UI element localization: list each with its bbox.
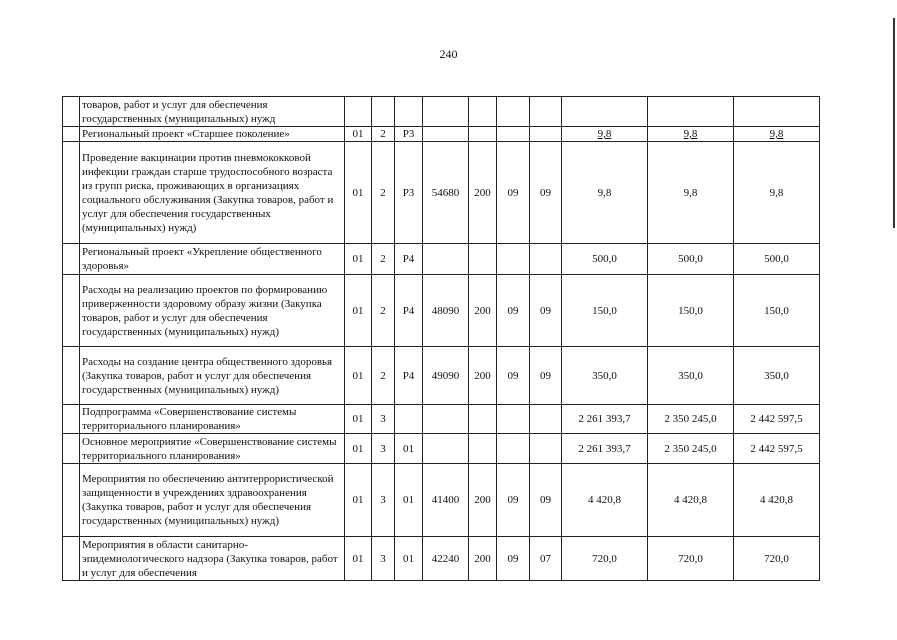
blank-cell xyxy=(63,244,80,275)
item-name: товаров, работ и услуг для обеспечения государственных (муниципальных) нужд xyxy=(80,97,345,127)
code-osn: P4 xyxy=(395,275,423,347)
item-name: Мероприятия по обеспечению антитеррористической защищенности в учреждениях здравоохранения (Закупка товаров, работ и услуг для обеспечения государственных (муниципальных) нужд) xyxy=(80,464,345,537)
code-gp: 01 xyxy=(345,244,372,275)
code-direction xyxy=(423,127,469,142)
code-vr xyxy=(469,244,497,275)
code-pp: 3 xyxy=(372,537,395,581)
code-rz: 09 xyxy=(497,142,530,244)
code-vr: 200 xyxy=(469,537,497,581)
code-pr: 09 xyxy=(530,347,562,405)
amount-year-3: 720,0 xyxy=(734,537,820,581)
amount-year-2: 9,8 xyxy=(648,142,734,244)
code-pp: 3 xyxy=(372,464,395,537)
code-pp: 2 xyxy=(372,142,395,244)
blank-cell xyxy=(63,434,80,464)
code-direction: 48090 xyxy=(423,275,469,347)
code-pp: 2 xyxy=(372,127,395,142)
code-gp: 01 xyxy=(345,405,372,434)
code-rz xyxy=(497,97,530,127)
code-vr: 200 xyxy=(469,347,497,405)
code-gp: 01 xyxy=(345,142,372,244)
amount-year-1: 4 420,8 xyxy=(562,464,648,537)
amount-year-3 xyxy=(734,97,820,127)
item-name: Подпрограмма «Совершенствование системы территориального планирования» xyxy=(80,405,345,434)
amount-year-1: 2 261 393,7 xyxy=(562,405,648,434)
amount-year-1: 350,0 xyxy=(562,347,648,405)
code-osn: P4 xyxy=(395,244,423,275)
table-row xyxy=(63,97,820,127)
amount-year-2: 500,0 xyxy=(648,244,734,275)
code-vr: 200 xyxy=(469,142,497,244)
amount-year-3: 2 442 597,5 xyxy=(734,405,820,434)
code-gp: 01 xyxy=(345,537,372,581)
item-name: Расходы на создание центра общественного здоровья (Закупка товаров, работ и услуг для обеспечения государственных (муниципальных) нужд) xyxy=(80,347,345,405)
table-row xyxy=(63,275,820,347)
code-direction xyxy=(423,97,469,127)
code-pr xyxy=(530,244,562,275)
item-name: Основное мероприятие «Совершенствование системы территориального планирования» xyxy=(80,434,345,464)
page-number: 240 xyxy=(439,47,458,61)
code-rz xyxy=(497,434,530,464)
amount-year-3: 150,0 xyxy=(734,275,820,347)
blank-cell xyxy=(63,405,80,434)
code-osn: 01 xyxy=(395,537,423,581)
code-rz: 09 xyxy=(497,275,530,347)
blank-cell xyxy=(63,537,80,581)
code-pr: 09 xyxy=(530,464,562,537)
code-gp: 01 xyxy=(345,464,372,537)
code-pr xyxy=(530,127,562,142)
amount-year-2 xyxy=(648,97,734,127)
blank-cell xyxy=(63,464,80,537)
code-pr xyxy=(530,97,562,127)
code-osn xyxy=(395,405,423,434)
code-pp: 3 xyxy=(372,405,395,434)
amount-year-1: 720,0 xyxy=(562,537,648,581)
code-gp: 01 xyxy=(345,347,372,405)
item-name: Проведение вакцинации против пневмококковой инфекции граждан старше трудоспособного возраста из групп риска, проживающих в организациях социального обслуживания (Закупка товаров, работ и услуг для обеспечения государственных (муниципальных) нужд) xyxy=(80,142,345,244)
amount-year-2: 150,0 xyxy=(648,275,734,347)
item-name: Региональный проект «Укрепление общественного здоровья» xyxy=(80,244,345,275)
table-row xyxy=(63,142,820,244)
code-direction xyxy=(423,405,469,434)
amount-year-2: 2 350 245,0 xyxy=(648,405,734,434)
code-pp xyxy=(372,97,395,127)
code-osn: P3 xyxy=(395,142,423,244)
budget-table xyxy=(62,96,820,581)
code-gp: 01 xyxy=(345,275,372,347)
blank-cell xyxy=(63,97,80,127)
code-rz xyxy=(497,127,530,142)
code-direction xyxy=(423,244,469,275)
table-row xyxy=(63,127,820,142)
code-pp: 2 xyxy=(372,244,395,275)
code-pr: 09 xyxy=(530,142,562,244)
blank-cell xyxy=(63,347,80,405)
code-pp: 2 xyxy=(372,275,395,347)
page-edge-line xyxy=(893,18,895,228)
item-name: Мероприятия в области санитарно-эпидемиологического надзора (Закупка товаров, работ и услуг для обеспечения xyxy=(80,537,345,581)
amount-year-2: 2 350 245,0 xyxy=(648,434,734,464)
code-vr: 200 xyxy=(469,275,497,347)
table-row xyxy=(63,464,820,537)
code-vr xyxy=(469,434,497,464)
blank-cell xyxy=(63,142,80,244)
code-osn: P4 xyxy=(395,347,423,405)
code-gp xyxy=(345,97,372,127)
code-vr xyxy=(469,97,497,127)
amount-year-3: 350,0 xyxy=(734,347,820,405)
code-osn: 01 xyxy=(395,464,423,537)
code-pp: 3 xyxy=(372,434,395,464)
code-direction: 54680 xyxy=(423,142,469,244)
amount-year-1: 150,0 xyxy=(562,275,648,347)
code-direction: 41400 xyxy=(423,464,469,537)
code-osn: P3 xyxy=(395,127,423,142)
code-vr xyxy=(469,405,497,434)
amount-year-3: 4 420,8 xyxy=(734,464,820,537)
code-vr: 200 xyxy=(469,464,497,537)
code-rz: 09 xyxy=(497,347,530,405)
code-pr xyxy=(530,434,562,464)
code-osn: 01 xyxy=(395,434,423,464)
blank-cell xyxy=(63,127,80,142)
amount-year-3: 9,8 xyxy=(734,127,820,142)
code-rz xyxy=(497,405,530,434)
code-pp: 2 xyxy=(372,347,395,405)
table-row xyxy=(63,537,820,581)
code-vr xyxy=(469,127,497,142)
amount-year-1: 9,8 xyxy=(562,142,648,244)
code-gp: 01 xyxy=(345,434,372,464)
code-direction: 42240 xyxy=(423,537,469,581)
table-row xyxy=(63,405,820,434)
code-pr: 07 xyxy=(530,537,562,581)
table-row xyxy=(63,347,820,405)
code-rz: 09 xyxy=(497,537,530,581)
blank-cell xyxy=(63,275,80,347)
table-row xyxy=(63,244,820,275)
code-osn xyxy=(395,97,423,127)
code-direction: 49090 xyxy=(423,347,469,405)
amount-year-2: 720,0 xyxy=(648,537,734,581)
amount-year-3: 500,0 xyxy=(734,244,820,275)
item-name: Региональный проект «Старшее поколение» xyxy=(80,127,345,142)
amount-year-1 xyxy=(562,97,648,127)
code-direction xyxy=(423,434,469,464)
code-pr: 09 xyxy=(530,275,562,347)
amount-year-3: 9,8 xyxy=(734,142,820,244)
amount-year-1: 9,8 xyxy=(562,127,648,142)
amount-year-2: 350,0 xyxy=(648,347,734,405)
code-pr xyxy=(530,405,562,434)
code-gp: 01 xyxy=(345,127,372,142)
code-rz xyxy=(497,244,530,275)
item-name: Расходы на реализацию проектов по формированию приверженности здоровому образу жизни (Закупка товаров, работ и услуг для обеспечения государственных (муниципальных) нужд) xyxy=(80,275,345,347)
amount-year-1: 2 261 393,7 xyxy=(562,434,648,464)
amount-year-2: 4 420,8 xyxy=(648,464,734,537)
amount-year-3: 2 442 597,5 xyxy=(734,434,820,464)
code-rz: 09 xyxy=(497,464,530,537)
amount-year-1: 500,0 xyxy=(562,244,648,275)
amount-year-2: 9,8 xyxy=(648,127,734,142)
table-row xyxy=(63,434,820,464)
